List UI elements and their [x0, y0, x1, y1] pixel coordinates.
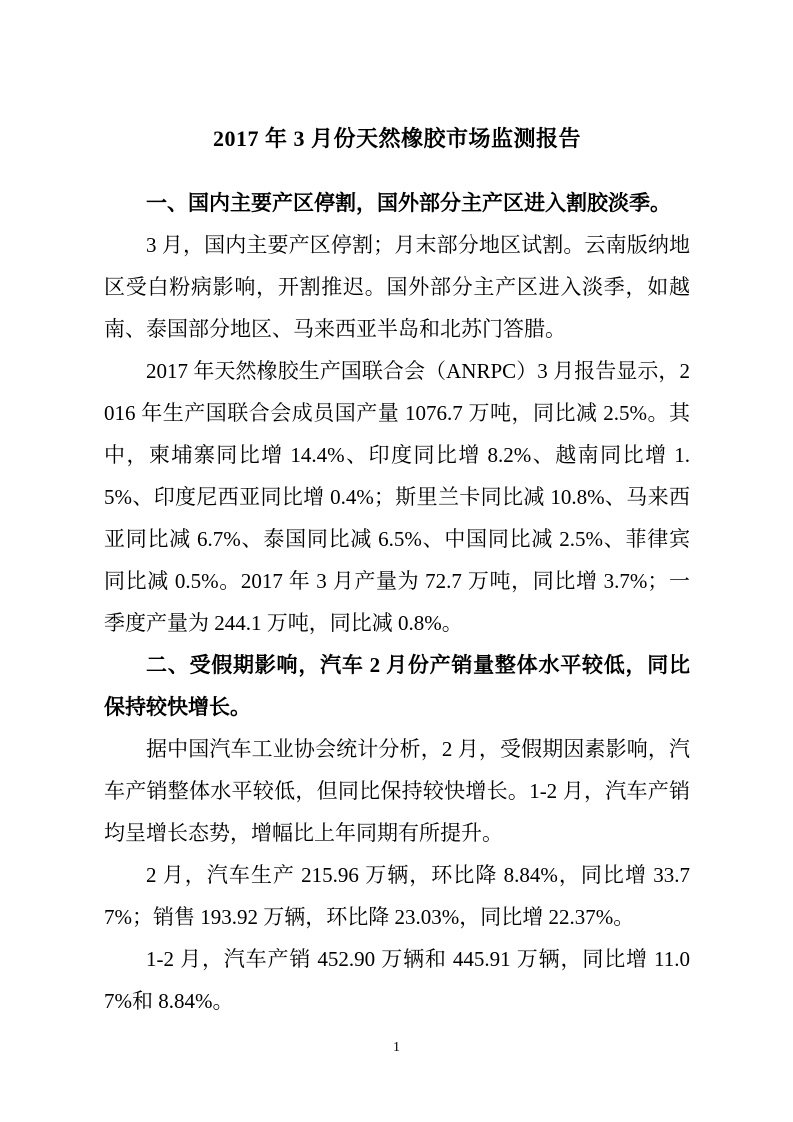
section-1-paragraph-2: 2017 年天然橡胶生产国联合会（ANRPC）3 月报告显示，2016 年生产国联合会成员国产量 1076.7 万吨，同比减 2.5%。其中，柬埔寨同比增 14.4%、印度同比增 8.2%、越南同比增 1.5%、印度尼西亚同比增 0.4%；斯里兰卡同比减 10.8%、马来西亚同比减 6.7%、泰国同比减 6.5%、中国同比减 2.5%、菲律宾同比减 0.5%。2017 年 3 月产量为 72.7 万吨，同比增 3.7%；一季度产量为 244.1 万吨，同比减 0.8%。 [104, 359, 690, 635]
section-1-heading: 一、国内主要产区停割，国外部分主产区进入割胶淡季。 [146, 191, 671, 215]
document-title: 2017 年 3 月份天然橡胶市场监测报告 [212, 126, 581, 151]
page-number: 1 [393, 1040, 400, 1055]
section-2-paragraph-2: 2 月，汽车生产 215.96 万辆，环比降 8.84%，同比增 33.77%；销售 193.92 万辆，环比降 23.03%，同比增 22.37%。 [104, 863, 690, 929]
section-2-paragraph-3: 1-2 月，汽车产销 452.90 万辆和 445.91 万辆，同比增 11.07%和 8.84%。 [104, 947, 690, 1013]
section-2-paragraph-1: 据中国汽车工业协会统计分析，2 月，受假期因素影响，汽车产销整体水平较低，但同比保持较快增长。1-2 月，汽车产销均呈增长态势，增幅比上年同期有所提升。 [104, 737, 690, 845]
section-1-paragraph-1: 3 月，国内主要产区停割；月末部分地区试割。云南版纳地区受白粉病影响，开割推迟。国外部分主产区进入淡季，如越南、泰国部分地区、马来西亚半岛和北苏门答腊。 [104, 233, 690, 341]
document-content [104, 117, 690, 1022]
section-2-heading: 二、受假期影响，汽车 2 月份产销量整体水平较低，同比保持较快增长。 [104, 653, 690, 719]
